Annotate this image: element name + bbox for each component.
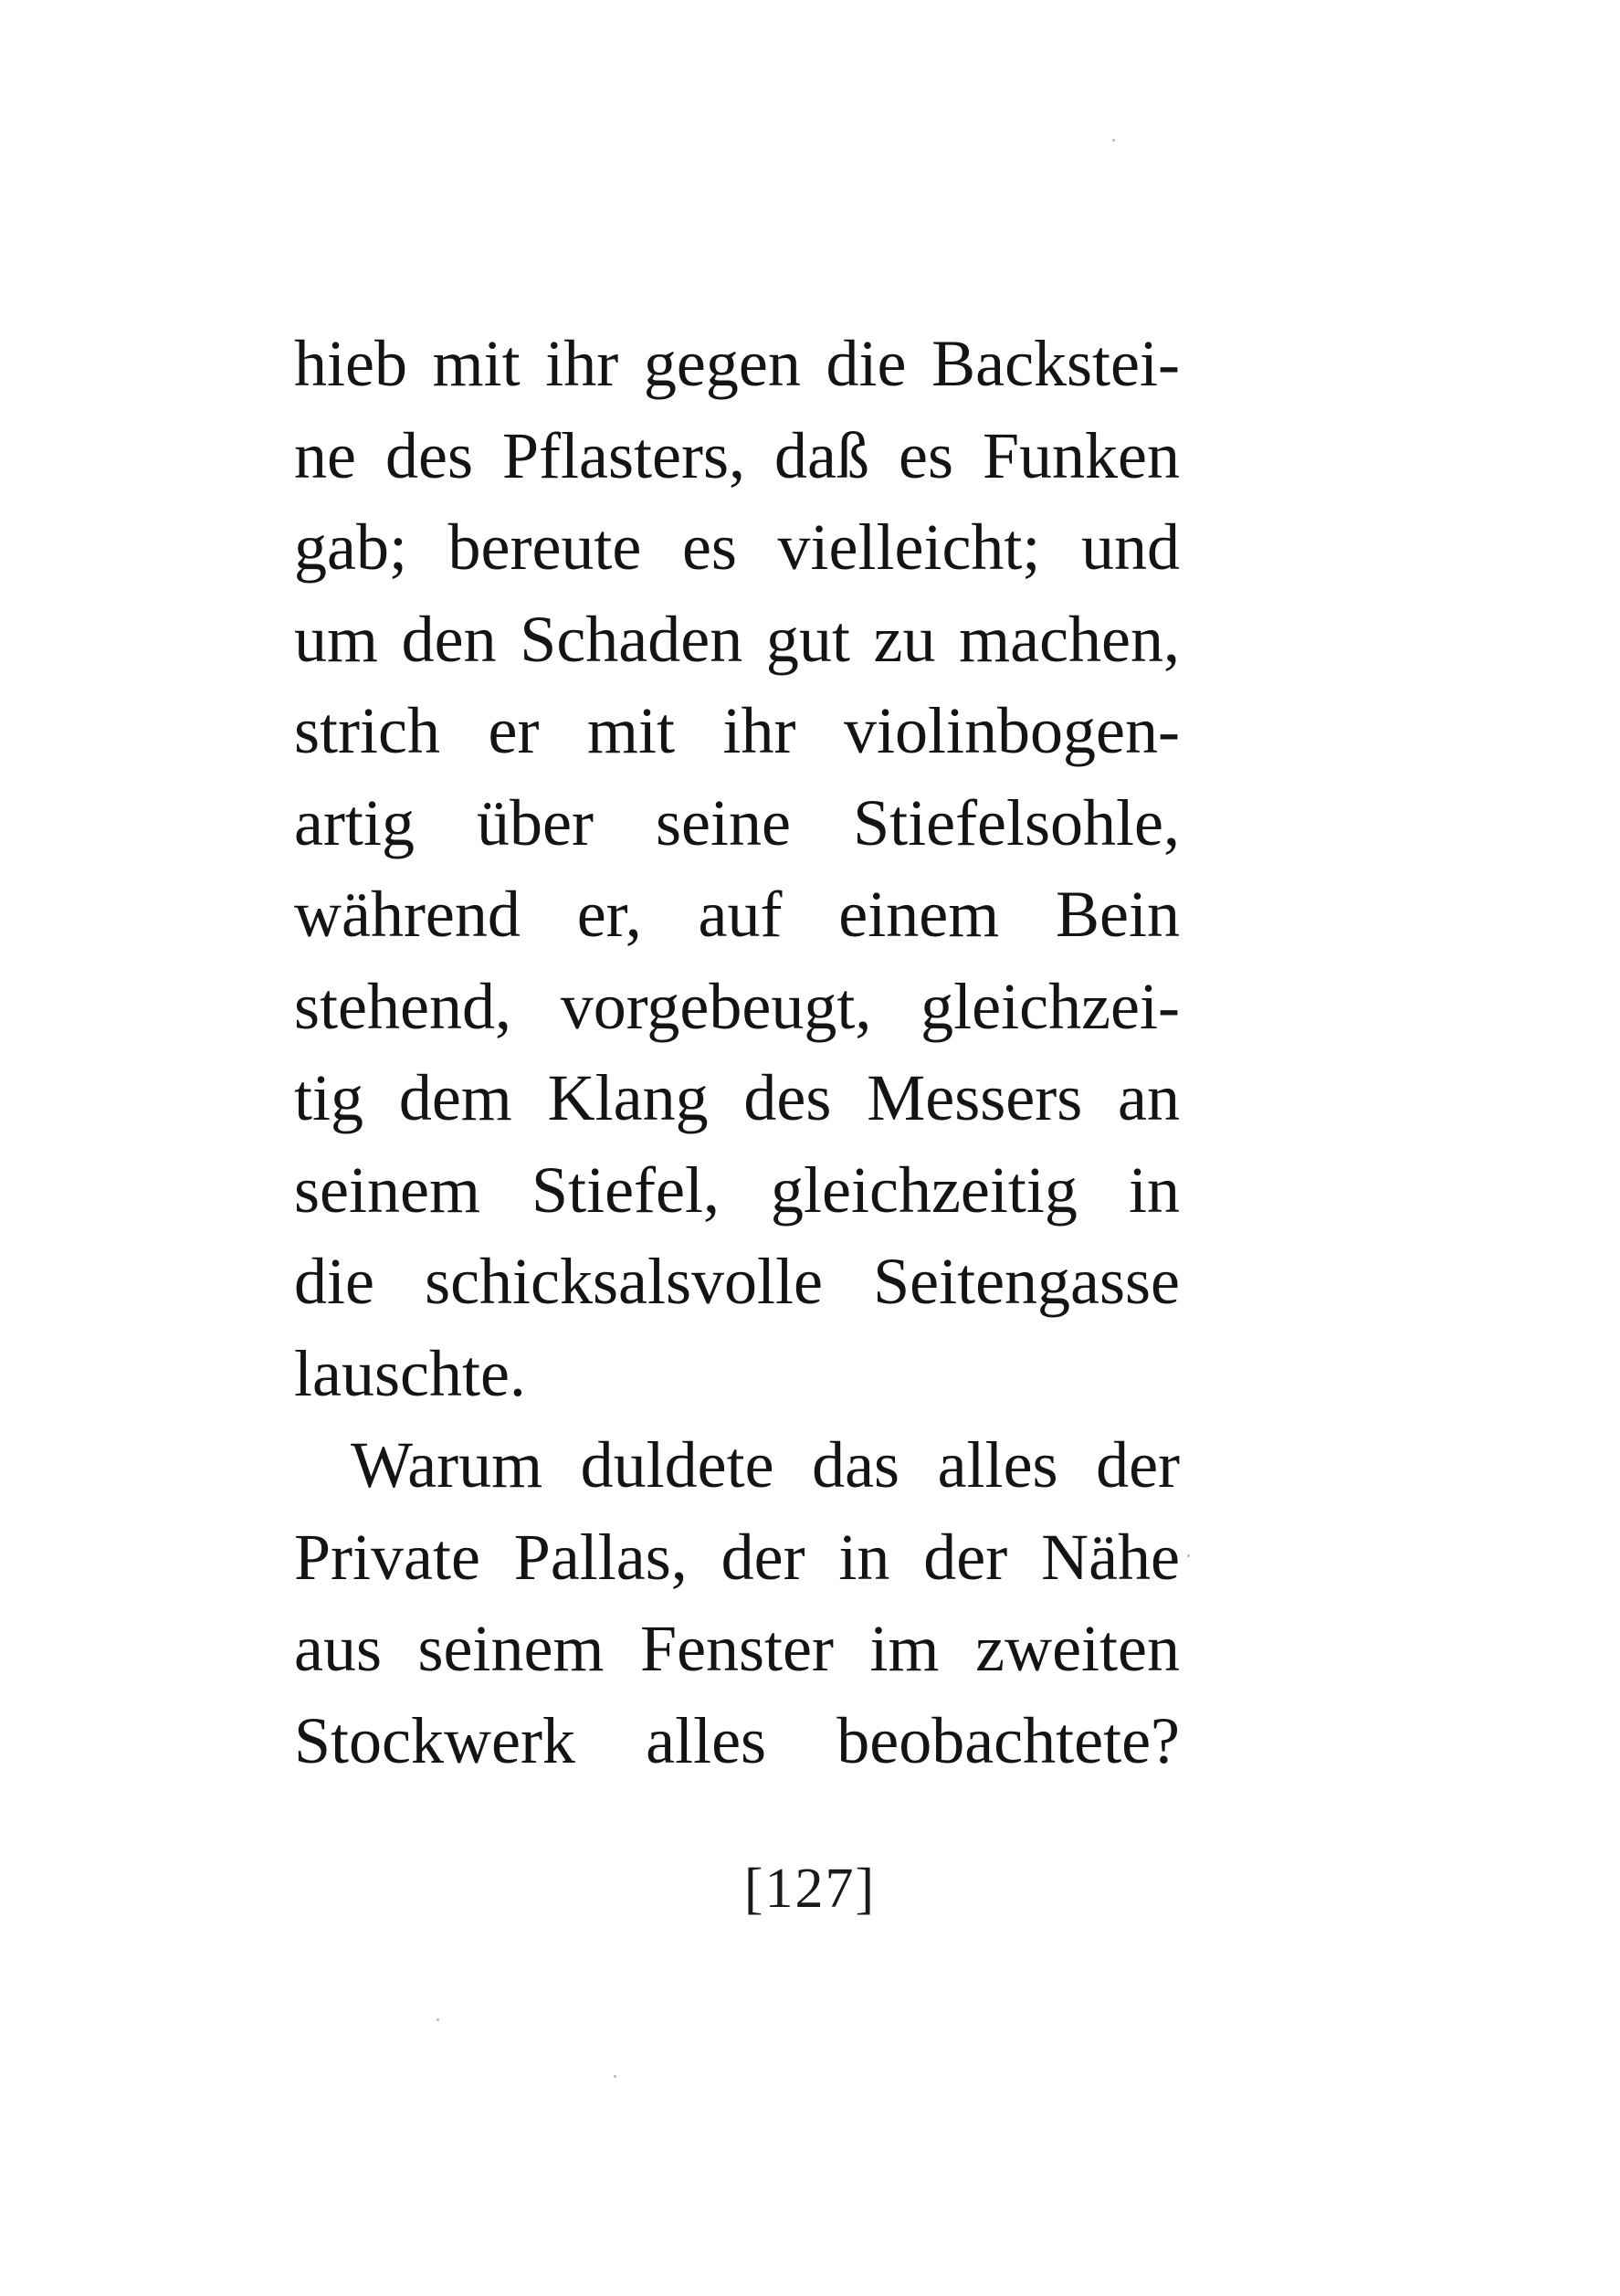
text-line: hieb mit ihr gegen die Backstei- xyxy=(294,327,1180,400)
text-line: lauschte. xyxy=(294,1336,526,1410)
text-line: Private Pallas, der in der Nähe xyxy=(294,1520,1180,1594)
text-line: aus seinem Fenster im zweiten xyxy=(294,1612,1180,1685)
text-line: gab; bereute es vielleicht; und xyxy=(294,511,1180,584)
body-text xyxy=(294,318,1180,1786)
text-line: ne des Pflasters, daß es Funken xyxy=(294,418,1180,492)
paper-speck xyxy=(437,2018,439,2021)
paragraph-1 xyxy=(294,318,1180,1419)
text-line: tig dem Klang des Messers an xyxy=(294,1061,1180,1134)
paper-speck xyxy=(1112,139,1115,142)
paper-speck xyxy=(614,2075,616,2078)
paper-speck xyxy=(1187,1554,1190,1557)
text-line: die schicksalsvolle Seitengasse xyxy=(294,1245,1180,1318)
text-line: Stockwerk alles beobachtete? xyxy=(294,1703,1180,1777)
text-line: um den Schaden gut zu machen, xyxy=(294,602,1180,676)
page-number: [127] xyxy=(743,1858,877,1920)
text-line: Warum duldete das alles der xyxy=(351,1428,1180,1501)
text-line: während er, auf einem Bein xyxy=(294,878,1180,951)
text-line: seinem Stiefel, gleichzeitig in xyxy=(294,1153,1180,1227)
text-line: stehend, vorgebeugt, gleichzei- xyxy=(294,969,1180,1043)
text-line: artig über seine Stiefelsohle, xyxy=(294,785,1180,859)
text-line: strich er mit ihr violinbogen- xyxy=(294,694,1180,767)
paragraph-2 xyxy=(294,1419,1180,1786)
